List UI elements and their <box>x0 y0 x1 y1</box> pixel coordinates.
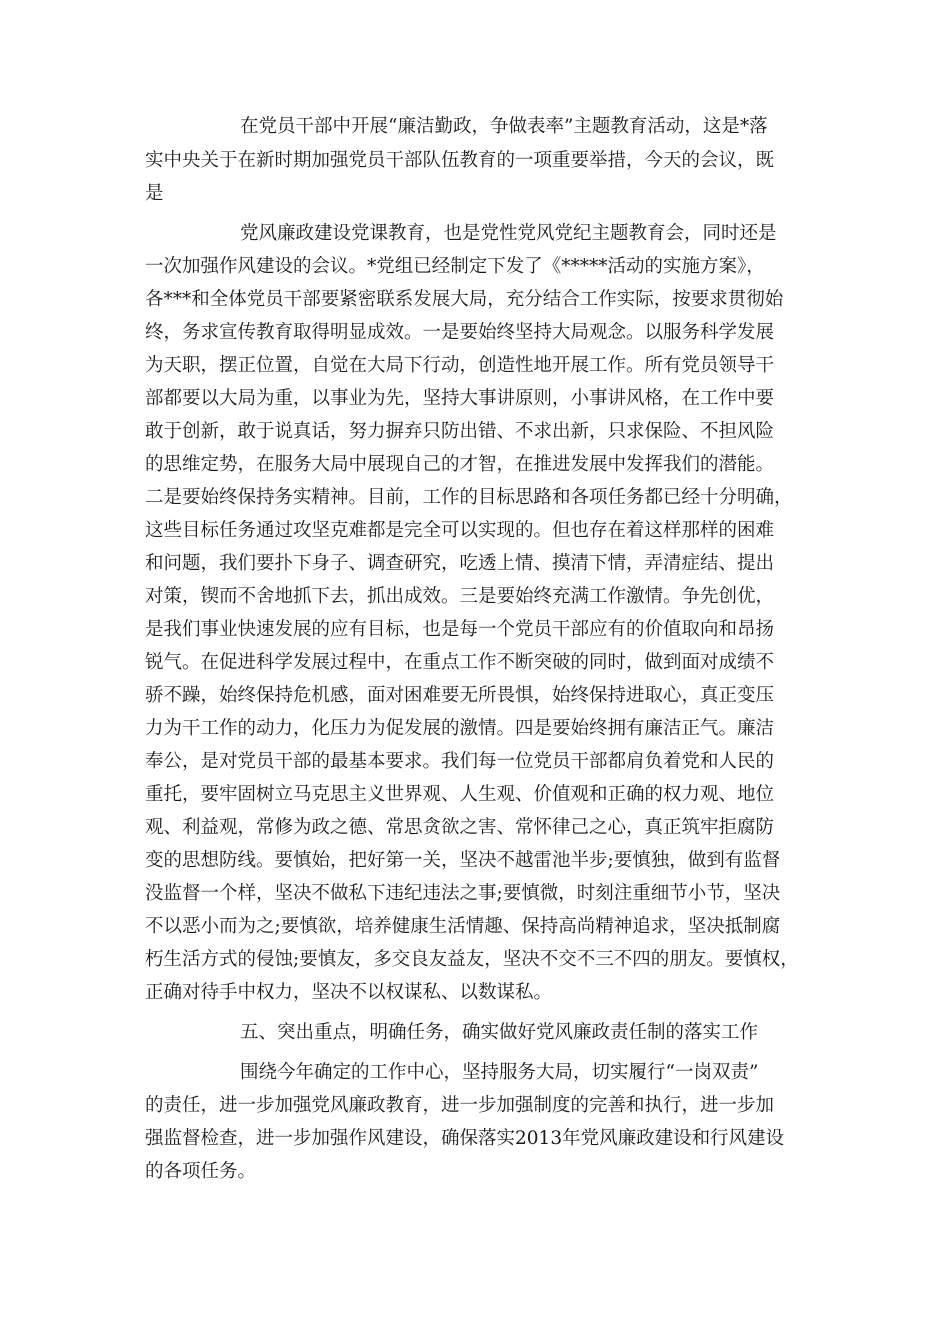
paragraph-2-line-21: 没监督一个样，坚决不做私下违纪违法之事;要慎微，时刻注重细节小节，坚决 <box>145 883 781 904</box>
paragraph-1-line-1: 在党员干部中开展“廉洁勤政，争做表率”主题教育活动，这是*落 <box>240 116 768 137</box>
paragraph-2-line-4: 终，务求宣传教育取得明显成效。一是要始终坚持大局观念。以服务科学发展 <box>145 322 775 343</box>
paragraph-2-line-23: 朽生活方式的侵蚀;要慎友，多交良友益友，坚决不交不三不四的朋友。要慎权， <box>145 949 799 970</box>
paragraph-2-line-17: 奉公，是对党员干部的最基本要求。我们每一位党员干部都肩负着党和人民的 <box>145 751 775 772</box>
paragraph-4-line-2: 的责任，进一步加强党风廉政教育，进一步加强制度的完善和执行，进一步加 <box>145 1095 775 1116</box>
paragraph-2-line-7: 敢于创新，敢于说真话，努力摒弃只防出错、不求出新，只求保险、不担风险 <box>145 421 775 442</box>
paragraph-2-line-14: 锐气。在促进科学发展过程中，在重点工作不断突破的同时，做到面对成绩不 <box>145 652 775 673</box>
paragraph-2-line-2: 一次加强作风建设的会议。*党组已经制定下发了《*****活动的实施方案》， <box>145 256 765 277</box>
paragraph-2-line-13: 是我们事业快速发展的应有目标，也是每一个党员干部应有的价值取向和昂扬 <box>145 619 775 640</box>
paragraph-2-line-22: 不以恶小而为之;要慎欲，培养健康生活情趣、保持高尚精神追求，坚决抵制腐 <box>145 916 781 937</box>
paragraph-2-line-6: 部都要以大局为重，以事业为先，坚持大事讲原则，小事讲风格，在工作中要 <box>145 388 775 409</box>
paragraph-2-line-1: 党风廉政建设党课教育，也是党性党风党纪主题教育会，同时还是 <box>240 223 777 244</box>
paragraph-4-line-3: 强监督检查，进一步加强作风建设，确保落实2013年党风廉政建设和行风建设 <box>145 1128 785 1149</box>
section-heading: 五、突出重点，明确任务，确实做好党风廉政责任制的落实工作 <box>240 1022 759 1043</box>
paragraph-2-line-11: 和问题，我们要扑下身子、调查研究，吃透上情、摸清下情，弄清症结、提出 <box>145 553 775 574</box>
paragraph-4-line-4: 的各项任务。 <box>145 1161 257 1182</box>
paragraph-2-line-16: 力为干工作的动力，化压力为促发展的激情。四是要始终拥有廉洁正气。廉洁 <box>145 718 775 739</box>
paragraph-2-line-10: 这些目标任务通过攻坚克难都是完全可以实现的。但也存在着这样那样的困难 <box>145 520 775 541</box>
paragraph-2-line-24: 正确对待手中权力，坚决不以权谋私、以数谋私。 <box>145 982 553 1003</box>
paragraph-2-line-20: 变的思想防线。要慎始，把好第一关，坚决不越雷池半步;要慎独，做到有监督 <box>145 850 781 871</box>
paragraph-2-line-18: 重托，要牢固树立马克思主义世界观、人生观、价值观和正确的权力观、地位 <box>145 784 775 805</box>
paragraph-2-line-19: 观、利益观，常修为政之德、常思贪欲之害、常怀律己之心，真正筑牢拒腐防 <box>145 817 775 838</box>
paragraph-2-line-15: 骄不躁，始终保持危机感，面对困难要无所畏惧，始终保持进取心，真正变压 <box>145 685 775 706</box>
paragraph-2-line-3: 各***和全体党员干部要紧密联系发展大局，充分结合工作实际，按要求贯彻始 <box>145 289 784 310</box>
paragraph-2-line-8: 的思维定势，在服务大局中展现自己的才智，在推进发展中发挥我们的潜能。 <box>145 454 775 475</box>
paragraph-2-line-9: 二是要始终保持务实精神。目前，工作的目标思路和各项任务都已经十分明确， <box>145 487 793 508</box>
paragraph-2-line-5: 为天职，摆正位置，自觉在大局下行动，创造性地开展工作。所有党员领导干 <box>145 355 775 376</box>
paragraph-4-line-1: 围绕今年确定的工作中心，坚持服务大局，切实履行“一岗双责” <box>240 1062 759 1083</box>
paragraph-1-line-3: 是 <box>145 183 164 204</box>
paragraph-1-line-2: 实中央关于在新时期加强党员干部队伍教育的一项重要举措，今天的会议，既 <box>145 150 775 171</box>
paragraph-2-line-12: 对策，锲而不舍地抓下去，抓出成效。三是要始终充满工作激情。争先创优， <box>145 586 775 607</box>
